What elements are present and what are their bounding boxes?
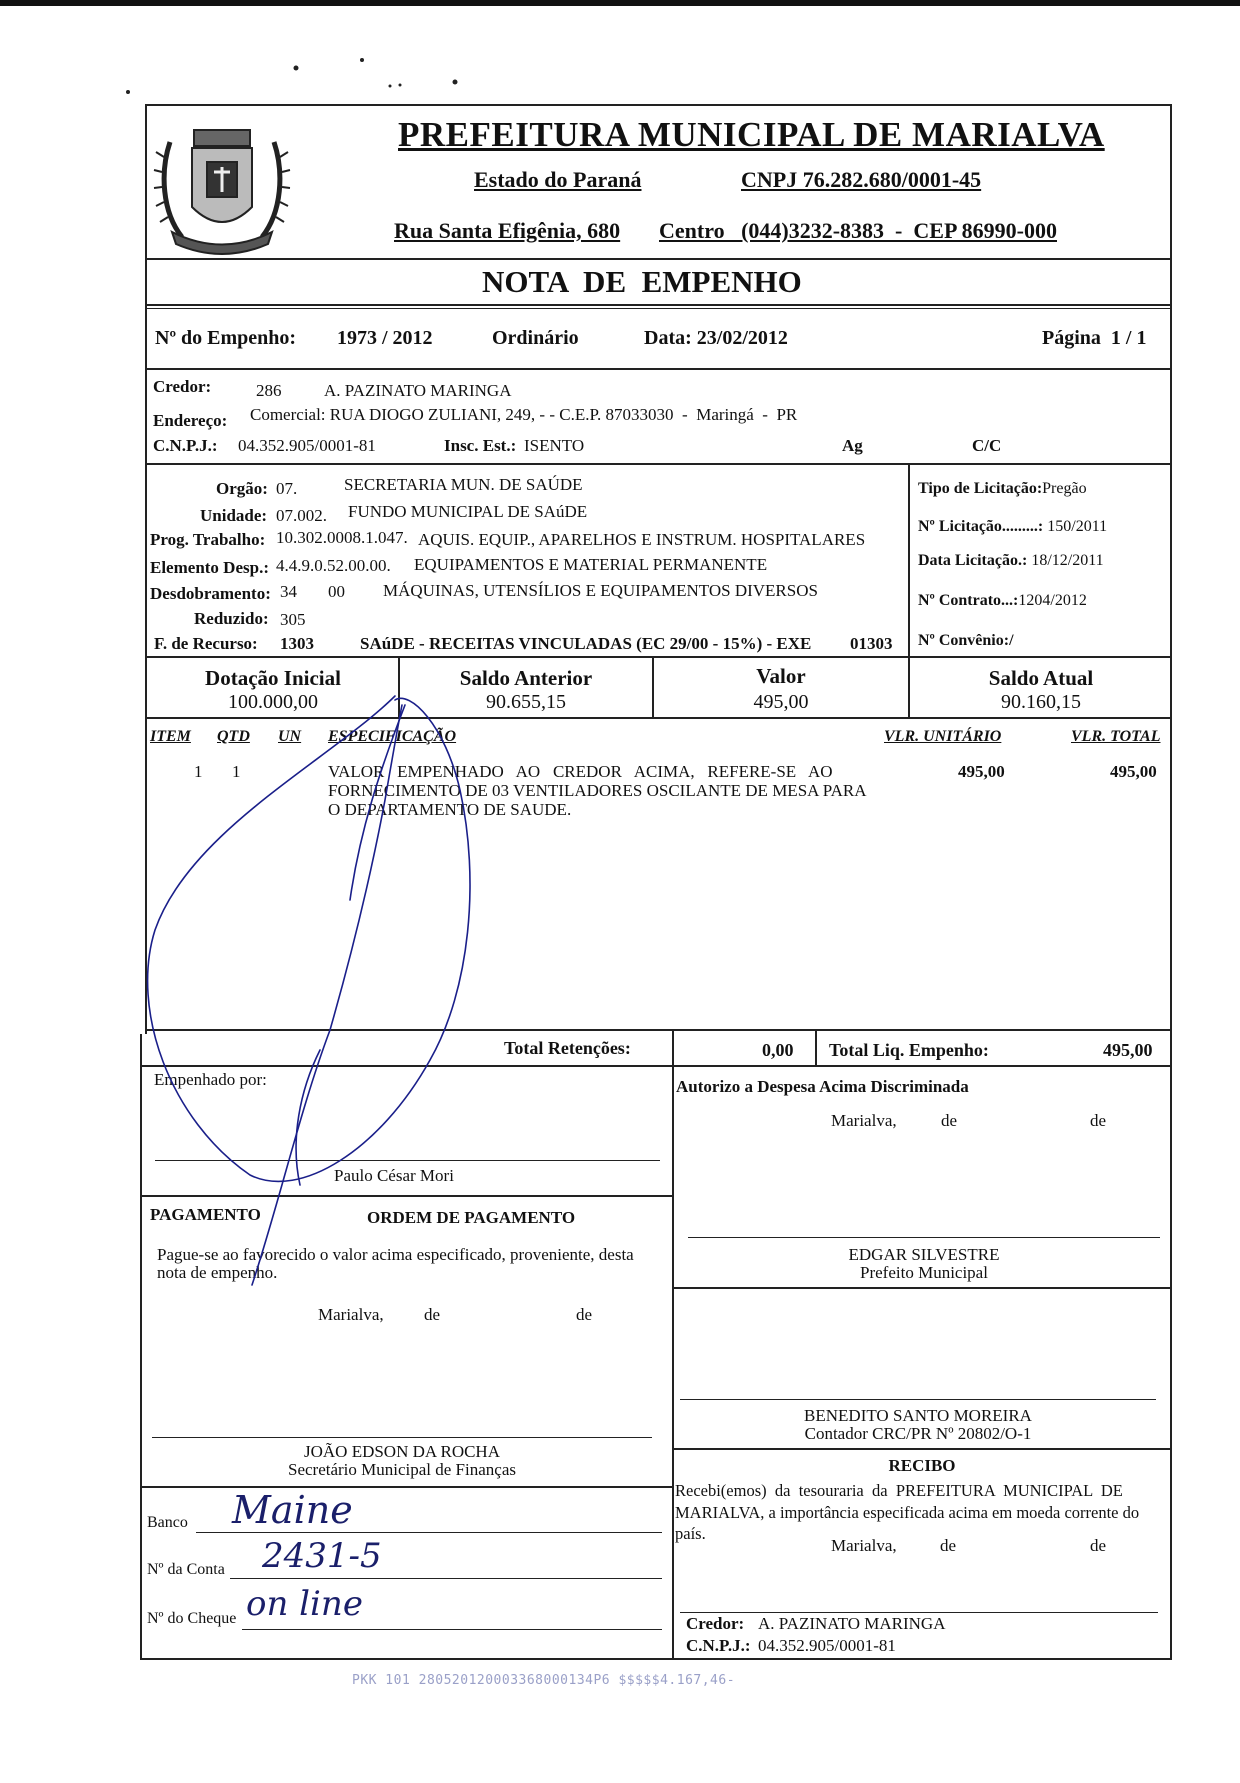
empenho-data: Data: 23/02/2012 [644, 327, 788, 349]
saldo-atual-value: 90.160,15 [1001, 691, 1081, 713]
empenho-num-label: Nº do Empenho: [155, 327, 297, 349]
recibo-de-1: de [940, 1536, 957, 1555]
lic-data: 18/12/2011 [1031, 552, 1104, 569]
sep-pagamento [140, 1486, 672, 1488]
sig-line-empenhado [155, 1160, 660, 1161]
footer-code: PKK 101 280520120003368000134P6 $$$$$4.167,46- [352, 1673, 736, 1688]
recibo-cnpj-label: C.N.P.J.: [686, 1636, 751, 1655]
elem-nome: EQUIPAMENTOS E MATERIAL PERMANENTE [414, 555, 768, 574]
col-qtd: QTD [217, 728, 250, 745]
col-especificacao: ESPECIFICAÇÃO [328, 728, 457, 745]
col-un: UN [278, 728, 302, 745]
pagamento-label: PAGAMENTO [150, 1205, 261, 1224]
sep-items [145, 1029, 1172, 1031]
empenho-num: 1973 / 2012 [337, 327, 433, 349]
header-cnpj: CNPJ 76.282.680/0001-45 [741, 167, 982, 192]
lic-tipo: Pregão [1042, 480, 1087, 497]
lic-num-label: Nº Licitação.........: [918, 518, 1044, 535]
total-retencoes-label: Total Retenções: [504, 1038, 631, 1058]
saldo-anterior-label: Saldo Anterior [459, 666, 593, 690]
unidade-label: Unidade: [200, 506, 268, 525]
orgao-label: Orgão: [216, 479, 268, 498]
orgao-nome: SECRETARIA MUN. DE SAÚDE [344, 475, 583, 494]
sep-saldos [145, 717, 1172, 719]
header-state: Estado do Paraná [474, 167, 642, 192]
empenho-pagina: Página 1 / 1 [1042, 327, 1147, 349]
pagamento-texto-2: nota de empenho. [157, 1263, 278, 1282]
insc-value: ISENTO [524, 436, 585, 455]
header-title: PREFEITURA MUNICIPAL DE MARIALVA [398, 115, 1105, 154]
ag-label: Ag [842, 436, 863, 455]
vsep-lower [672, 1029, 674, 1659]
reduzido-value: 305 [280, 610, 306, 629]
prog-nome: AQUIS. EQUIP., APARELHOS E INSTRUM. HOSPITALARES [418, 530, 866, 549]
fonte-nome: SAúDE - RECEITAS VINCULADAS (EC 29/00 - 15%) - EXE [360, 634, 812, 653]
fonte-num: 01303 [850, 634, 893, 653]
banco-handwritten: Maine [232, 1488, 353, 1532]
recibo-credor-label: Credor: [686, 1614, 745, 1633]
dotacao-inicial-label: Dotação Inicial [205, 666, 341, 690]
unidade-cod: 07.002. [276, 506, 327, 525]
elem-label: Elemento Desp.: [150, 558, 269, 577]
recibo-label: RECIBO [888, 1456, 956, 1475]
sep-empenho [145, 368, 1172, 370]
recibo-texto-3: país. [675, 1524, 706, 1543]
banco-line [196, 1532, 662, 1533]
saldo-atual-label: Saldo Atual [988, 666, 1094, 690]
row-esp-3: O DEPARTAMENTO DE SAUDE. [328, 800, 572, 819]
scan-specks-icon [0, 0, 1240, 110]
header-street: Rua Santa Efigênia, 680 [394, 218, 621, 243]
fonte-label: F. de Recurso: [154, 634, 258, 653]
vsep-licitacao [908, 463, 910, 658]
sep-credor [145, 463, 1172, 465]
autorizo-de-1: de [941, 1111, 958, 1130]
recibo-texto-2: MARIALVA, a importância especificada acima em moeda corrente do [675, 1503, 1140, 1522]
secretario-cargo: Secretário Municipal de Finanças [287, 1460, 516, 1479]
cheque-label: Nº do Cheque [147, 1610, 237, 1627]
orgao-cod: 07. [276, 479, 298, 498]
border-right [1170, 104, 1172, 1660]
insc-label: Insc. Est.: [444, 436, 517, 455]
desd-nome: MÁQUINAS, UTENSÍLIOS E EQUIPAMENTOS DIVERSOS [383, 581, 818, 600]
credor-codigo: 286 [256, 381, 282, 400]
sep-title-2 [145, 308, 1172, 309]
empenhado-label: Empenhado por: [154, 1070, 267, 1089]
autorizo-de-2: de [1090, 1111, 1107, 1130]
row-total: 495,00 [1110, 762, 1157, 781]
cheque-line [242, 1629, 662, 1630]
border-left-lower [140, 1034, 142, 1660]
lic-convenio: Nº Convênio:/ [918, 632, 1014, 649]
autorizo-cidade: Marialva, [831, 1111, 897, 1130]
desd-b: 00 [328, 582, 345, 601]
sep-contador [672, 1448, 1172, 1450]
total-liq-label: Total Liq. Empenho: [829, 1040, 989, 1060]
sep-empenhado [140, 1195, 672, 1197]
recibo-cnpj: 04.352.905/0001-81 [758, 1636, 896, 1655]
contador-nome: BENEDITO SANTO MOREIRA [804, 1406, 1032, 1425]
sig-line-contador [680, 1399, 1156, 1400]
sep-header [145, 258, 1172, 260]
prog-cod: 10.302.0008.1.047. [276, 528, 408, 547]
autorizo-label: Autorizo a Despesa Acima Discriminada [676, 1077, 969, 1096]
cnpj-label: C.N.P.J.: [153, 436, 218, 455]
empenho-tipo: Ordinário [492, 327, 579, 349]
row-item: 1 [194, 762, 203, 781]
col-vlr-total: VLR. TOTAL [1071, 728, 1161, 745]
cheque-handwritten: on line [246, 1584, 363, 1624]
prefeito-nome: EDGAR SILVESTRE [848, 1245, 1000, 1264]
conta-line [230, 1578, 662, 1579]
contador-cargo: Contador CRC/PR Nº 20802/O-1 [804, 1424, 1032, 1443]
vsep-totais [815, 1029, 817, 1067]
prog-label: Prog. Trabalho: [150, 530, 266, 549]
lic-contrato: 1204/2012 [1018, 592, 1087, 609]
row-unit: 495,00 [958, 762, 1005, 781]
sep-dotacao [145, 656, 1172, 658]
sig-line-secretario [152, 1437, 652, 1438]
row-esp-2: FORNECIMENTO DE 03 VENTILADORES OSCILANTE DE MESA PARA [328, 781, 867, 800]
credor-nome: A. PAZINATO MARINGA [324, 381, 512, 400]
pagamento-de-2: de [576, 1305, 593, 1324]
municipal-crest-icon [152, 112, 292, 262]
border-bottom [140, 1658, 1172, 1660]
endereco-value: Comercial: RUA DIOGO ZULIANI, 249, - - C.E.P. 87033030 - Maringá - PR [250, 405, 798, 424]
total-retencoes-value: 0,00 [762, 1040, 794, 1060]
sep-autorizo [672, 1287, 1172, 1289]
elem-cod: 4.4.9.0.52.00.00. [276, 556, 391, 575]
credor-label: Credor: [153, 377, 212, 396]
border-left-upper [145, 104, 147, 1034]
unidade-nome: FUNDO MUNICIPAL DE SAúDE [348, 502, 588, 521]
valor-value: 495,00 [753, 691, 809, 713]
pagamento-cidade: Marialva, [318, 1305, 384, 1324]
fonte-cod: 1303 [280, 634, 314, 653]
desd-a: 34 [280, 582, 297, 601]
pagamento-texto-1: Pague-se ao favorecido o valor acima especificado, proveniente, desta [157, 1245, 634, 1264]
prefeito-cargo: Prefeito Municipal [860, 1263, 988, 1282]
col-vlr-unitario: VLR. UNITÁRIO [884, 728, 1002, 745]
total-liq-value: 495,00 [1103, 1040, 1153, 1060]
ordem-pagamento-label: ORDEM DE PAGAMENTO [367, 1208, 576, 1227]
dotacao-inicial-value: 100.000,00 [228, 691, 318, 713]
banco-label: Banco [147, 1514, 188, 1531]
sig-line-prefeito [688, 1237, 1160, 1238]
recibo-cidade: Marialva, [831, 1536, 897, 1555]
header-address: Centro (044)3232-8383 - CEP 86990-000 [659, 218, 1057, 243]
lic-contrato-label: Nº Contrato...: [918, 592, 1019, 609]
sig-line-recibo [680, 1612, 1158, 1613]
pagamento-de-1: de [424, 1305, 441, 1324]
lic-data-label: Data Licitação.: [918, 552, 1028, 569]
sep-totais [140, 1065, 1172, 1067]
endereco-label: Endereço: [153, 411, 228, 430]
document-title: NOTA DE EMPENHO [482, 264, 802, 299]
conta-label: Nº da Conta [147, 1561, 225, 1578]
col-item: ITEM [150, 728, 191, 745]
lic-num: 150/2011 [1047, 518, 1108, 535]
sep-title [145, 304, 1172, 306]
conta-handwritten: 2431-5 [262, 1536, 382, 1576]
row-qtd: 1 [232, 762, 241, 781]
desd-label: Desdobramento: [150, 584, 271, 603]
cc-label: C/C [972, 436, 1002, 455]
recibo-de-2: de [1090, 1536, 1107, 1555]
cnpj-value: 04.352.905/0001-81 [238, 436, 376, 455]
saldo-anterior-value: 90.655,15 [486, 691, 566, 713]
secretario-nome: JOÃO EDSON DA ROCHA [304, 1442, 500, 1461]
empenhado-nome: Paulo César Mori [334, 1166, 454, 1185]
lic-tipo-label: Tipo de Licitação: [918, 480, 1043, 497]
recibo-credor: A. PAZINATO MARINGA [758, 1614, 946, 1633]
valor-label: Valor [756, 664, 806, 688]
row-esp-1: VALOR EMPENHADO AO CREDOR ACIMA, REFERE-SE AO [328, 762, 833, 781]
recibo-texto-1: Recebi(emos) da tesouraria da PREFEITURA MUNICIPAL DE [675, 1481, 1123, 1500]
reduzido-label: Reduzido: [194, 609, 269, 628]
